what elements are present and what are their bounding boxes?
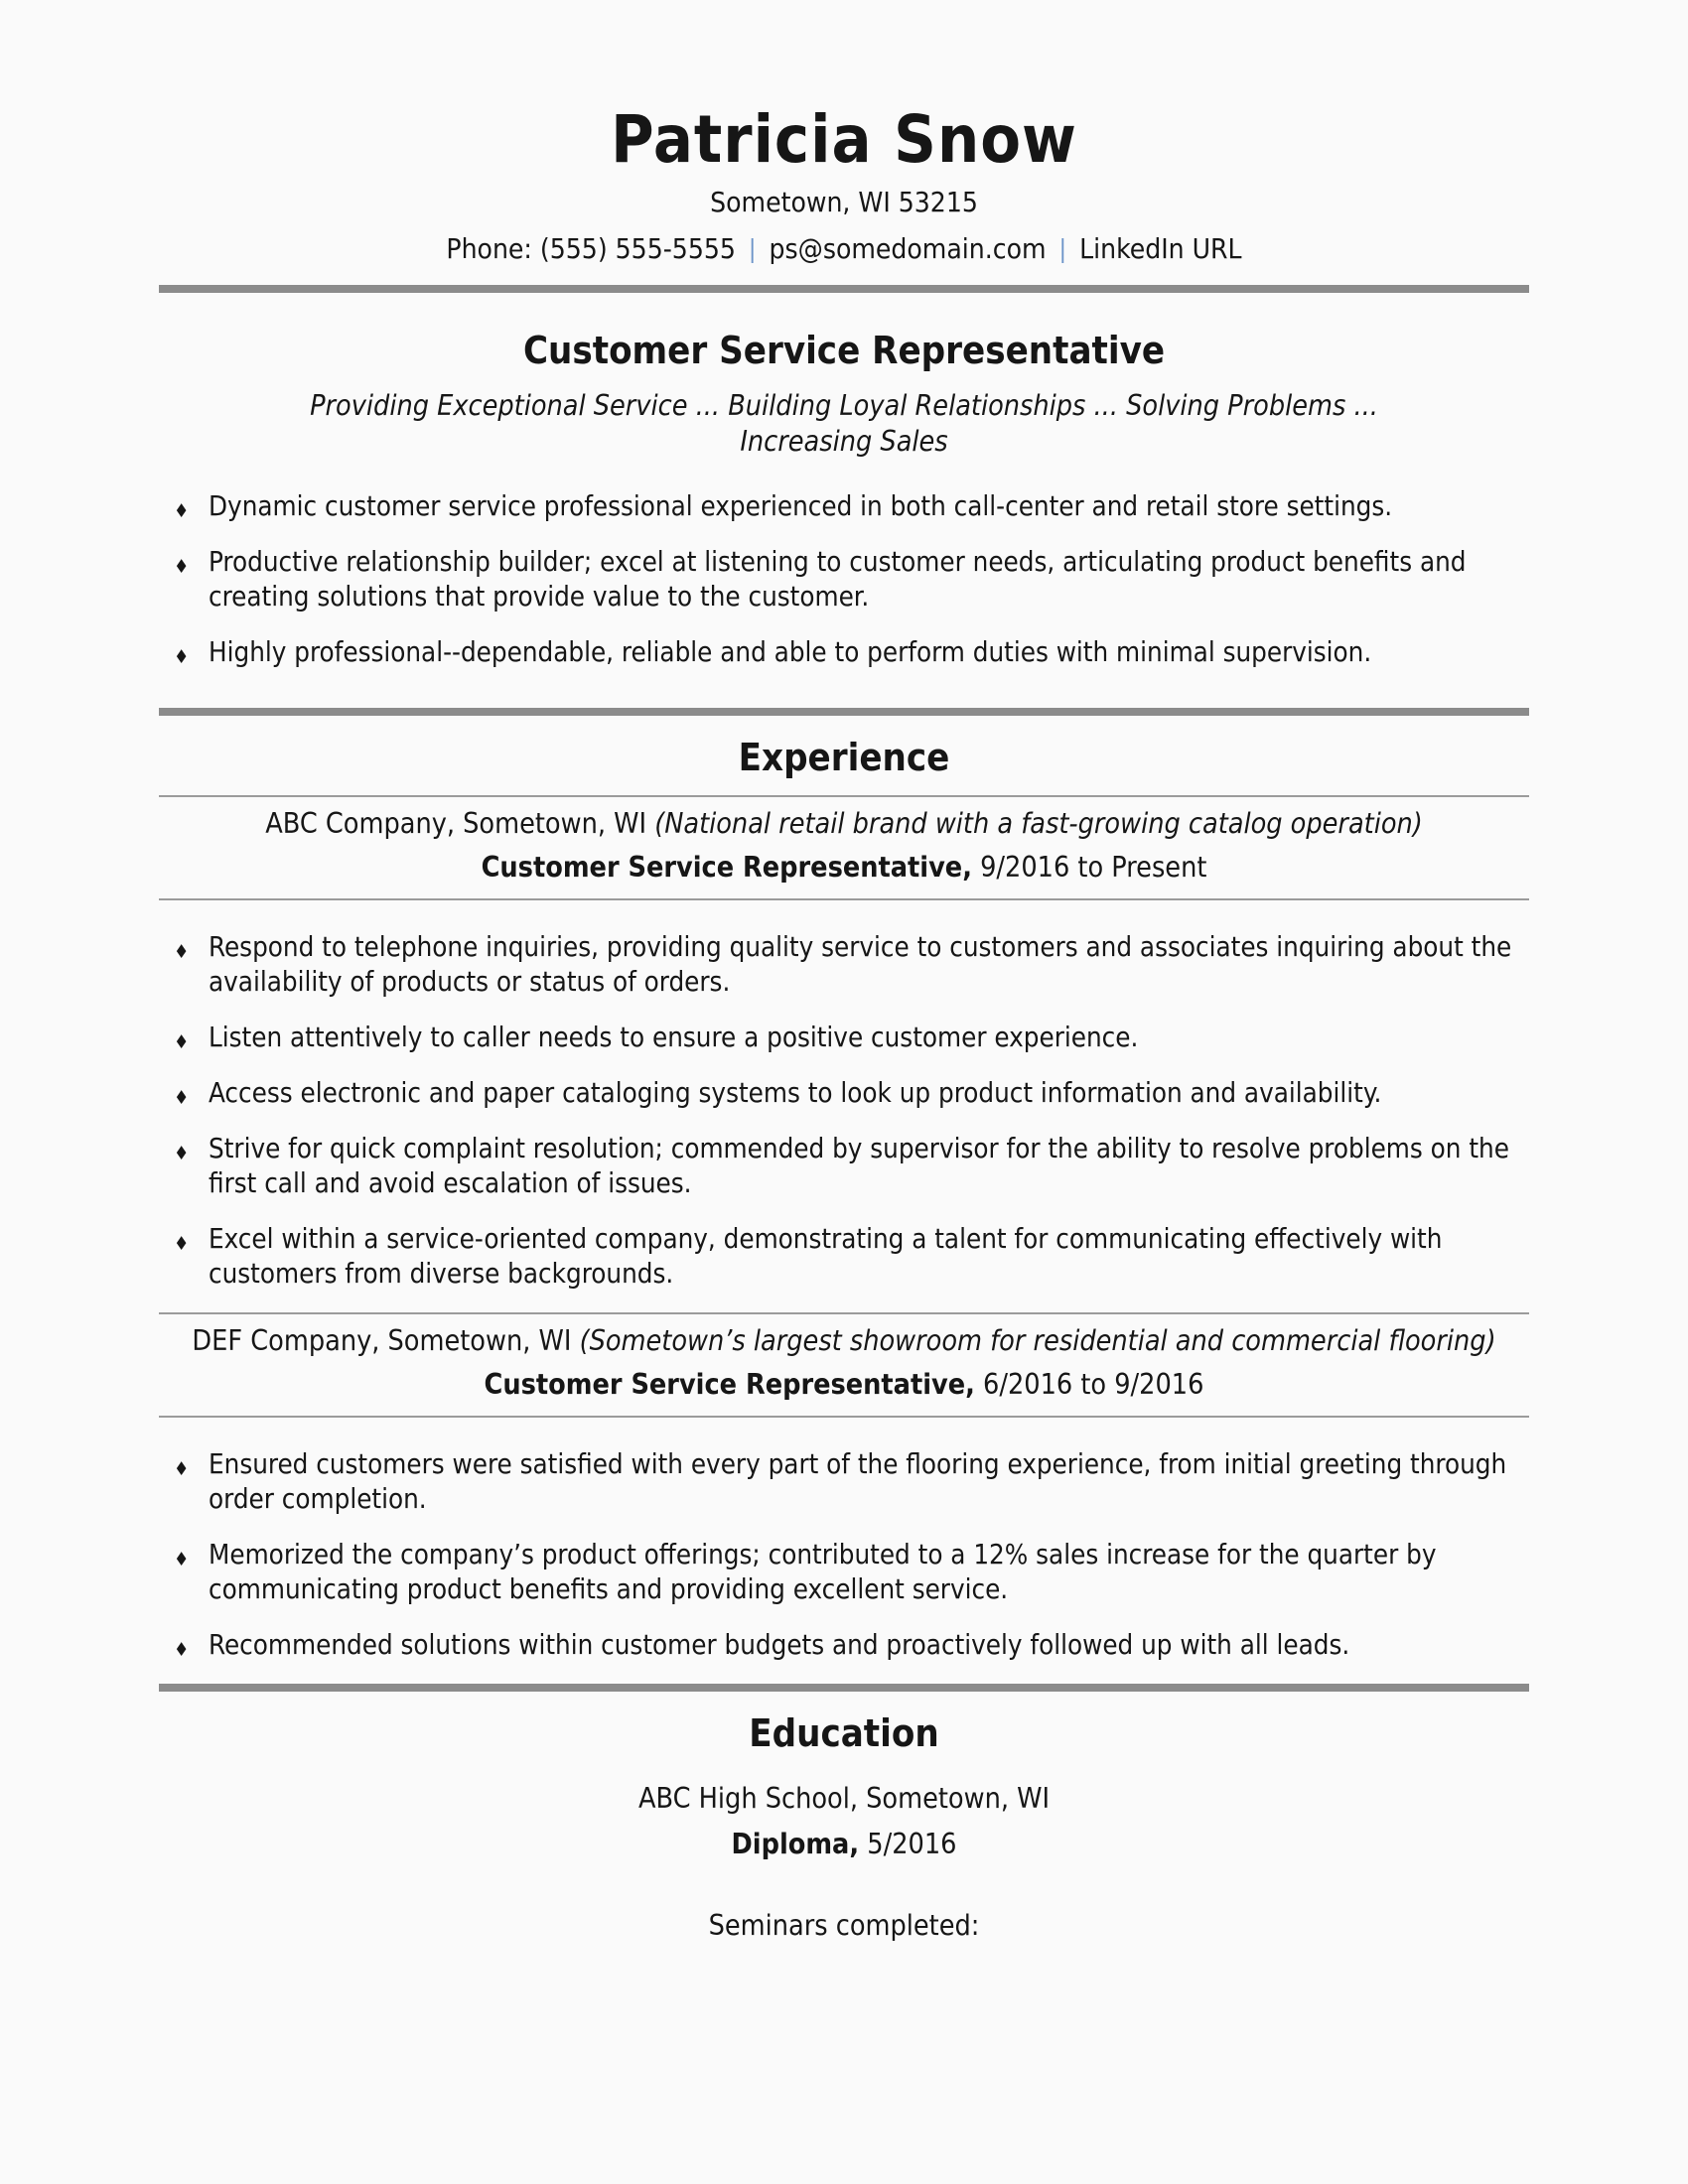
company-note: (Sometown’s largest showroom for residential and commercial flooring) [579, 1324, 1496, 1358]
section-divider [159, 708, 1529, 716]
education-degree-date: 5/2016 [867, 1828, 957, 1861]
job-dates: 9/2016 to Present [980, 851, 1207, 885]
resume-content [159, 0, 1529, 1944]
email-text: ps@somedomain.com [769, 232, 1047, 266]
job-title: Customer Service Representative, [484, 1368, 975, 1402]
job-title: Customer Service Representative, [481, 851, 972, 885]
diamond-bullet-icon: ♦ [174, 1031, 190, 1054]
diamond-bullet-icon: ♦ [174, 1143, 190, 1165]
contact-separator: | [748, 234, 757, 264]
list-item [159, 1628, 1529, 1663]
job-header [159, 797, 1529, 898]
bullet-text: Memorized the company’s product offerings; contributed to a 12% sales increase for the quarter by communicating product benefits and providing excellent service. [209, 1539, 1437, 1606]
section-divider [159, 1684, 1529, 1692]
education-block [159, 1781, 1529, 1944]
job-header-rule [159, 1416, 1529, 1418]
company-name: DEF Company, Sometown, WI [192, 1324, 572, 1358]
diamond-bullet-icon: ♦ [174, 1233, 190, 1256]
location-text: Sometown, WI 53215 [710, 186, 978, 219]
job-dates: 6/2016 to 9/2016 [983, 1368, 1204, 1402]
bullet-text: Productive relationship builder; excel at listening to customer needs, articulating product benefits and creating solutions that provide value to the customer. [209, 546, 1467, 614]
diamond-bullet-icon: ♦ [174, 646, 190, 669]
tagline-line: Providing Exceptional Service ... Building Loyal Relationships ... Solving Problems ... [310, 389, 1378, 423]
bullet-text: Ensured customers were satisfied with every part of the flooring experience, from initial greeting through order completion. [209, 1448, 1507, 1516]
summary-bullet-list [159, 489, 1529, 670]
location-line [159, 184, 1529, 220]
list-item [159, 1222, 1529, 1292]
diamond-bullet-icon: ♦ [174, 941, 190, 964]
bullet-text: Highly professional--dependable, reliable and able to perform duties with minimal supervision. [209, 636, 1372, 669]
company-note: (National retail brand with a fast-growing catalog operation) [654, 807, 1423, 841]
tagline-line: Increasing Sales [740, 425, 948, 459]
education-heading: Education [749, 1711, 939, 1756]
experience-heading: Experience [738, 736, 950, 780]
contact-line [159, 230, 1529, 267]
job-title-line [159, 850, 1529, 886]
role-title: Customer Service Representative [522, 329, 1166, 373]
list-item [159, 1447, 1529, 1517]
education-seminars: Seminars completed: [708, 1909, 980, 1943]
education-school: ABC High School, Sometown, WI [637, 1782, 1051, 1816]
bullet-text: Respond to telephone inquiries, providing quality service to customers and associates inquiring about the availability of products or status of orders. [209, 931, 1512, 999]
diamond-bullet-icon: ♦ [174, 556, 190, 579]
diamond-bullet-icon: ♦ [174, 1458, 190, 1481]
phone-text: Phone: (555) 555-5555 [446, 232, 736, 266]
job-company-line [159, 1323, 1529, 1359]
bullet-text: Strive for quick complaint resolution; commended by supervisor for the ability to resolve problems on the first call and avoid escalation of issues. [209, 1133, 1509, 1200]
diamond-bullet-icon: ♦ [174, 1639, 190, 1662]
bullet-text: Recommended solutions within customer budgets and proactively followed up with all leads. [209, 1629, 1350, 1662]
job-header [159, 1314, 1529, 1416]
education-degree: Diploma, [731, 1828, 860, 1861]
job-bullet-list [159, 930, 1529, 1292]
list-item [159, 1076, 1529, 1111]
bullet-text: Excel within a service-oriented company, demonstrating a talent for communicating effectively with customers from diverse backgrounds. [209, 1223, 1443, 1291]
bullet-text: Access electronic and paper cataloging systems to look up product information and availability. [209, 1077, 1382, 1110]
company-name: ABC Company, Sometown, WI [265, 807, 647, 841]
job-title-line [159, 1367, 1529, 1403]
header-divider [159, 285, 1529, 293]
bullet-text: Listen attentively to caller needs to ensure a positive customer experience. [209, 1022, 1139, 1054]
list-item [159, 489, 1529, 524]
job-header-rule [159, 898, 1529, 900]
linkedin-text: LinkedIn URL [1079, 232, 1242, 266]
diamond-bullet-icon: ♦ [174, 1549, 190, 1571]
list-item [159, 1021, 1529, 1055]
summary-block [159, 489, 1529, 670]
diamond-bullet-icon: ♦ [174, 1087, 190, 1110]
bullet-text: Dynamic customer service professional experienced in both call-center and retail store settings. [209, 490, 1393, 523]
diamond-bullet-icon: ♦ [174, 500, 190, 523]
tagline [159, 388, 1529, 460]
contact-separator: | [1058, 234, 1067, 264]
education-degree-line [159, 1827, 1529, 1862]
job-company-line [159, 806, 1529, 842]
list-item [159, 1132, 1529, 1201]
job-bullet-list [159, 1447, 1529, 1663]
list-item [159, 1538, 1529, 1607]
list-item [159, 635, 1529, 670]
list-item [159, 545, 1529, 614]
candidate-name: Patricia Snow [611, 101, 1077, 178]
list-item [159, 930, 1529, 1000]
